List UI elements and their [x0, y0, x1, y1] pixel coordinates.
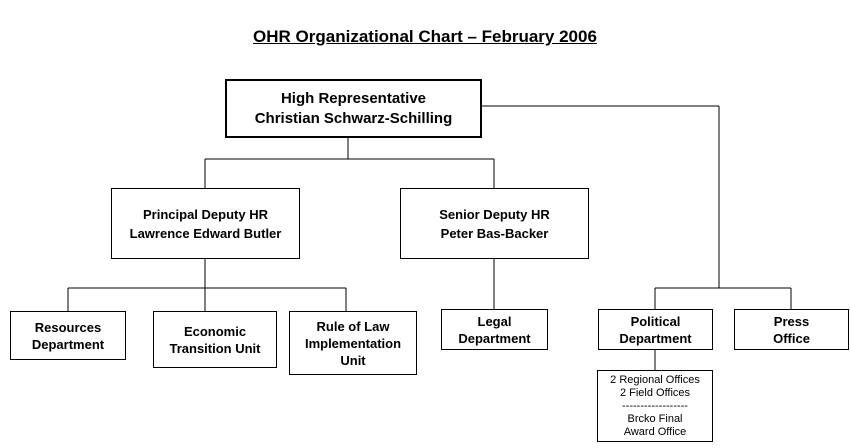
node-principal-deputy-hr: Principal Deputy HR Lawrence Edward Butler — [111, 188, 300, 259]
chart-title: OHR Organizational Chart – February 2006 — [253, 27, 597, 46]
node-high-representative: High Representative Christian Schwarz-Schilling — [225, 79, 482, 138]
node-resources-department: Resources Department — [10, 311, 126, 360]
node-regional-field-offices: 2 Regional Offices 2 Field Offices ------------------ Brcko Final Award Office — [597, 370, 713, 442]
node-political-department: Political Department — [598, 309, 713, 350]
node-rule-of-law-unit: Rule of Law Implementation Unit — [289, 311, 417, 375]
node-senior-deputy-hr: Senior Deputy HR Peter Bas-Backer — [400, 188, 589, 259]
node-economic-transition-unit: Economic Transition Unit — [153, 311, 277, 368]
node-legal-department: Legal Department — [441, 309, 548, 350]
node-press-office: Press Office — [734, 309, 849, 350]
